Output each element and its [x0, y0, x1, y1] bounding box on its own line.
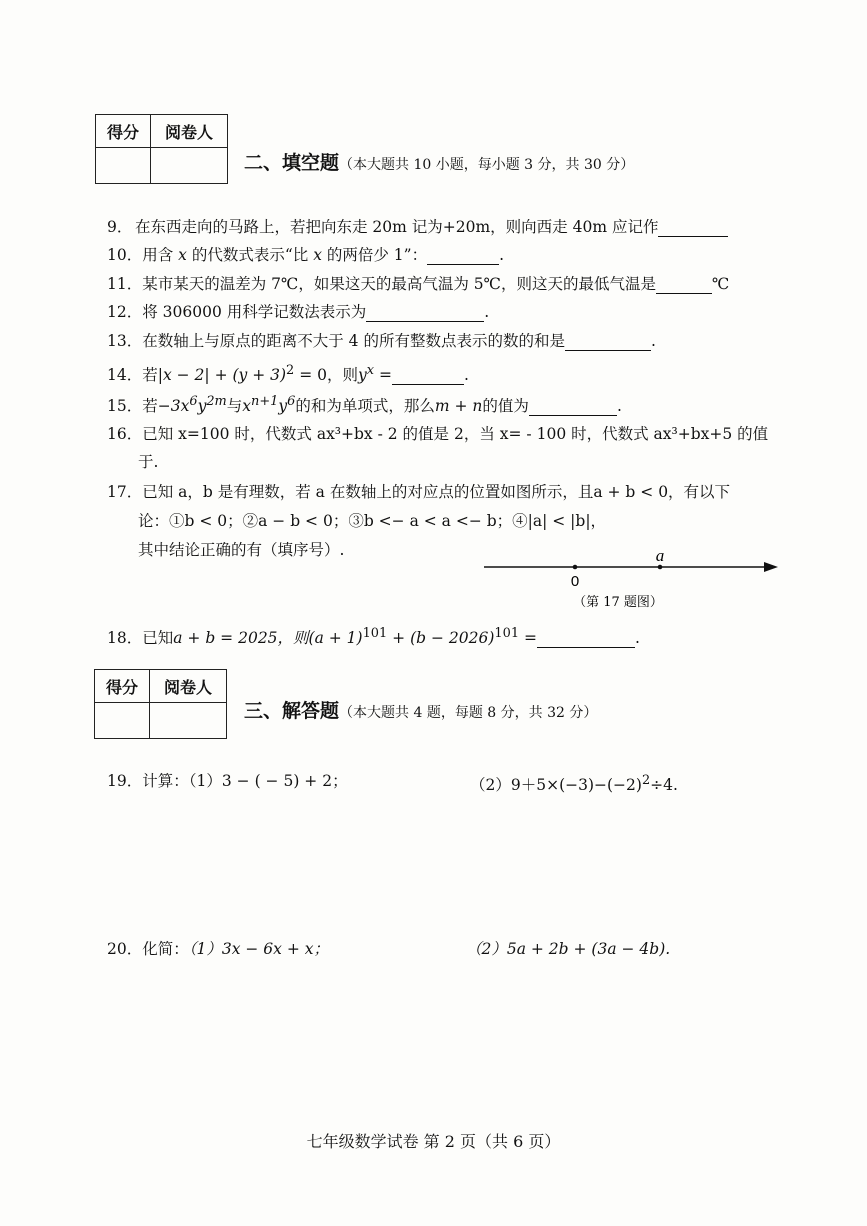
point-a [658, 565, 663, 570]
question-text: 的代数式表示“比 [186, 246, 314, 264]
section3-heading [244, 696, 597, 723]
score-table-section3 [94, 669, 227, 739]
question-17 [107, 482, 730, 502]
question-text: 在数轴上与原点的距离不大于 4 的所有整数点表示的数的和是 [142, 332, 565, 350]
monomial-2: $x^{n+1}y^6$ [242, 394, 296, 416]
answer-blank[interactable] [658, 220, 728, 237]
reviewer-cell [151, 148, 228, 184]
question-16-line2 [138, 452, 158, 472]
section2-heading [244, 148, 634, 175]
question-19 [107, 771, 348, 791]
question-end: . [484, 303, 490, 321]
question-text: 用含 [142, 246, 179, 264]
question-15 [107, 392, 622, 416]
question-11 [107, 274, 729, 294]
question-text: 于 [138, 453, 154, 471]
question-end: . [463, 366, 469, 385]
question-number: 14． [107, 366, 143, 385]
math-eq: = [519, 629, 537, 648]
question-text: 论：①b < 0；②a − b < 0；③b <− a < a <− b；④|a| < |b|， [138, 512, 607, 530]
number-line-figure [478, 540, 788, 615]
math-var: x [178, 246, 187, 264]
math-expression: m + n [434, 397, 483, 416]
math-var: x [313, 246, 322, 264]
question-end: . [616, 397, 622, 416]
question-text: 的和为单项式，那么 [295, 397, 435, 416]
score-table-section2 [95, 114, 228, 184]
math-expression: + (b − 2026) [387, 629, 495, 648]
reviewer-cell [150, 703, 227, 739]
section3-title: 三、解答题 [244, 700, 340, 722]
score-header: 得分 [96, 115, 151, 148]
question-end: ℃ [712, 275, 730, 293]
question-text: 若 [142, 366, 158, 385]
question-part-1: （1）3 − ( − 5) + 2； [188, 772, 348, 790]
question-text: = 0，则 [294, 366, 358, 385]
section2-note: （本大题共 10 小题，每小题 3 分，共 30 分） [339, 157, 635, 173]
question-text: 将 306000 用科学记数法表示为 [142, 303, 367, 321]
answer-blank[interactable] [366, 305, 484, 322]
question-17-line3 [138, 540, 344, 560]
math-sup: 2 [286, 363, 295, 378]
question-text: （填序号）. [262, 541, 345, 559]
score-cell [96, 148, 151, 184]
question-text: 已知 x=100 时，代数式 ax³+bx - 2 的值是 2，当 x= - 100 时，代数式 ax³+bx+5 的值 [142, 425, 769, 443]
connector-text: 与 [226, 397, 243, 416]
question-end: . [153, 453, 159, 471]
math-sup: 2 [641, 773, 651, 788]
question-number: 15． [107, 397, 143, 416]
question-text: 的两倍少 1”： [321, 246, 428, 264]
question-number: 20． [107, 940, 143, 958]
question-number: 11． [107, 275, 143, 293]
question-10 [107, 245, 504, 265]
reviewer-header: 阅卷人 [151, 115, 228, 148]
question-20 [107, 939, 329, 959]
question-text: 某市某天的温差为 7℃，如果这天的最高气温为 5℃，则这天的最低气温是 [142, 275, 656, 293]
question-text: 在东西走向的马路上，若把向东走 20m 记为+20m，则向西走 40m 应记作 [135, 218, 659, 236]
question-label: 化简： [142, 940, 189, 958]
question-number: 17． [107, 483, 143, 501]
question-18 [107, 624, 640, 648]
question-label: 计算： [142, 772, 189, 790]
question-text: 其中结论正确的有 [138, 541, 263, 559]
question-14 [107, 361, 469, 385]
answer-blank[interactable] [565, 334, 651, 351]
question-number: 13． [107, 332, 143, 350]
answer-blank[interactable] [529, 399, 617, 416]
question-end: . [499, 246, 505, 264]
math-expression: a + b = 2025，则(a + 1) [173, 629, 363, 648]
question-number: 10． [107, 246, 143, 264]
score-header: 得分 [95, 670, 150, 703]
answer-blank[interactable] [392, 368, 464, 385]
question-17-line2 [138, 511, 606, 531]
math-var: y [357, 366, 367, 385]
question-part-2: （2）5a + 2b + (3a − 4b). [466, 940, 671, 958]
question-16 [107, 424, 768, 444]
question-text: 已知 [142, 629, 174, 648]
question-number: 12． [107, 303, 143, 321]
question-20-part2 [466, 939, 670, 959]
question-number: 18． [107, 629, 143, 648]
math-sup: 101 [362, 626, 388, 641]
point-a-label: a [655, 546, 665, 565]
origin-label: 0 [570, 573, 580, 590]
question-number: 16． [107, 425, 143, 443]
question-9 [107, 217, 728, 237]
math-sup: 101 [494, 626, 520, 641]
question-number: 9． [107, 218, 133, 236]
score-cell [95, 703, 150, 739]
section3-note: （本大题共 4 题，每题 8 分，共 32 分） [339, 705, 598, 721]
origin-point [573, 565, 578, 570]
answer-blank[interactable] [427, 248, 499, 265]
monomial-1: $-3x^6y^{2m}$ [157, 394, 227, 416]
question-text: 的值为 [482, 397, 529, 416]
question-12 [107, 302, 489, 322]
math-sup: x [366, 363, 375, 378]
question-text: ÷4. [650, 776, 678, 795]
question-end: . [634, 629, 640, 648]
figure-caption: （第 17 题图） [573, 595, 663, 610]
question-text: 若 [142, 397, 158, 416]
math-expression: |x − 2| + (y + 3) [157, 366, 287, 385]
answer-blank[interactable] [537, 631, 635, 648]
question-13 [107, 331, 656, 351]
question-number: 19． [107, 772, 143, 790]
question-part-1: （1）3x − 6x + x； [188, 940, 329, 958]
math-eq: = [374, 366, 392, 385]
question-end: . [650, 332, 656, 350]
section2-title: 二、填空题 [244, 152, 340, 174]
question-text: 已知 a，b 是有理数，若 a 在数轴上的对应点的位置如图所示，且a + b < 0，有以下 [142, 483, 731, 501]
reviewer-header: 阅卷人 [150, 670, 227, 703]
page-footer: 七年级数学试卷 第 2 页（共 6 页） [306, 1132, 561, 1151]
arrow-head-icon [764, 562, 778, 572]
answer-blank[interactable] [656, 277, 712, 294]
question-part-2: （2）9＋5×(−3)−(−2) [470, 776, 642, 795]
question-19-part2 [470, 771, 678, 795]
